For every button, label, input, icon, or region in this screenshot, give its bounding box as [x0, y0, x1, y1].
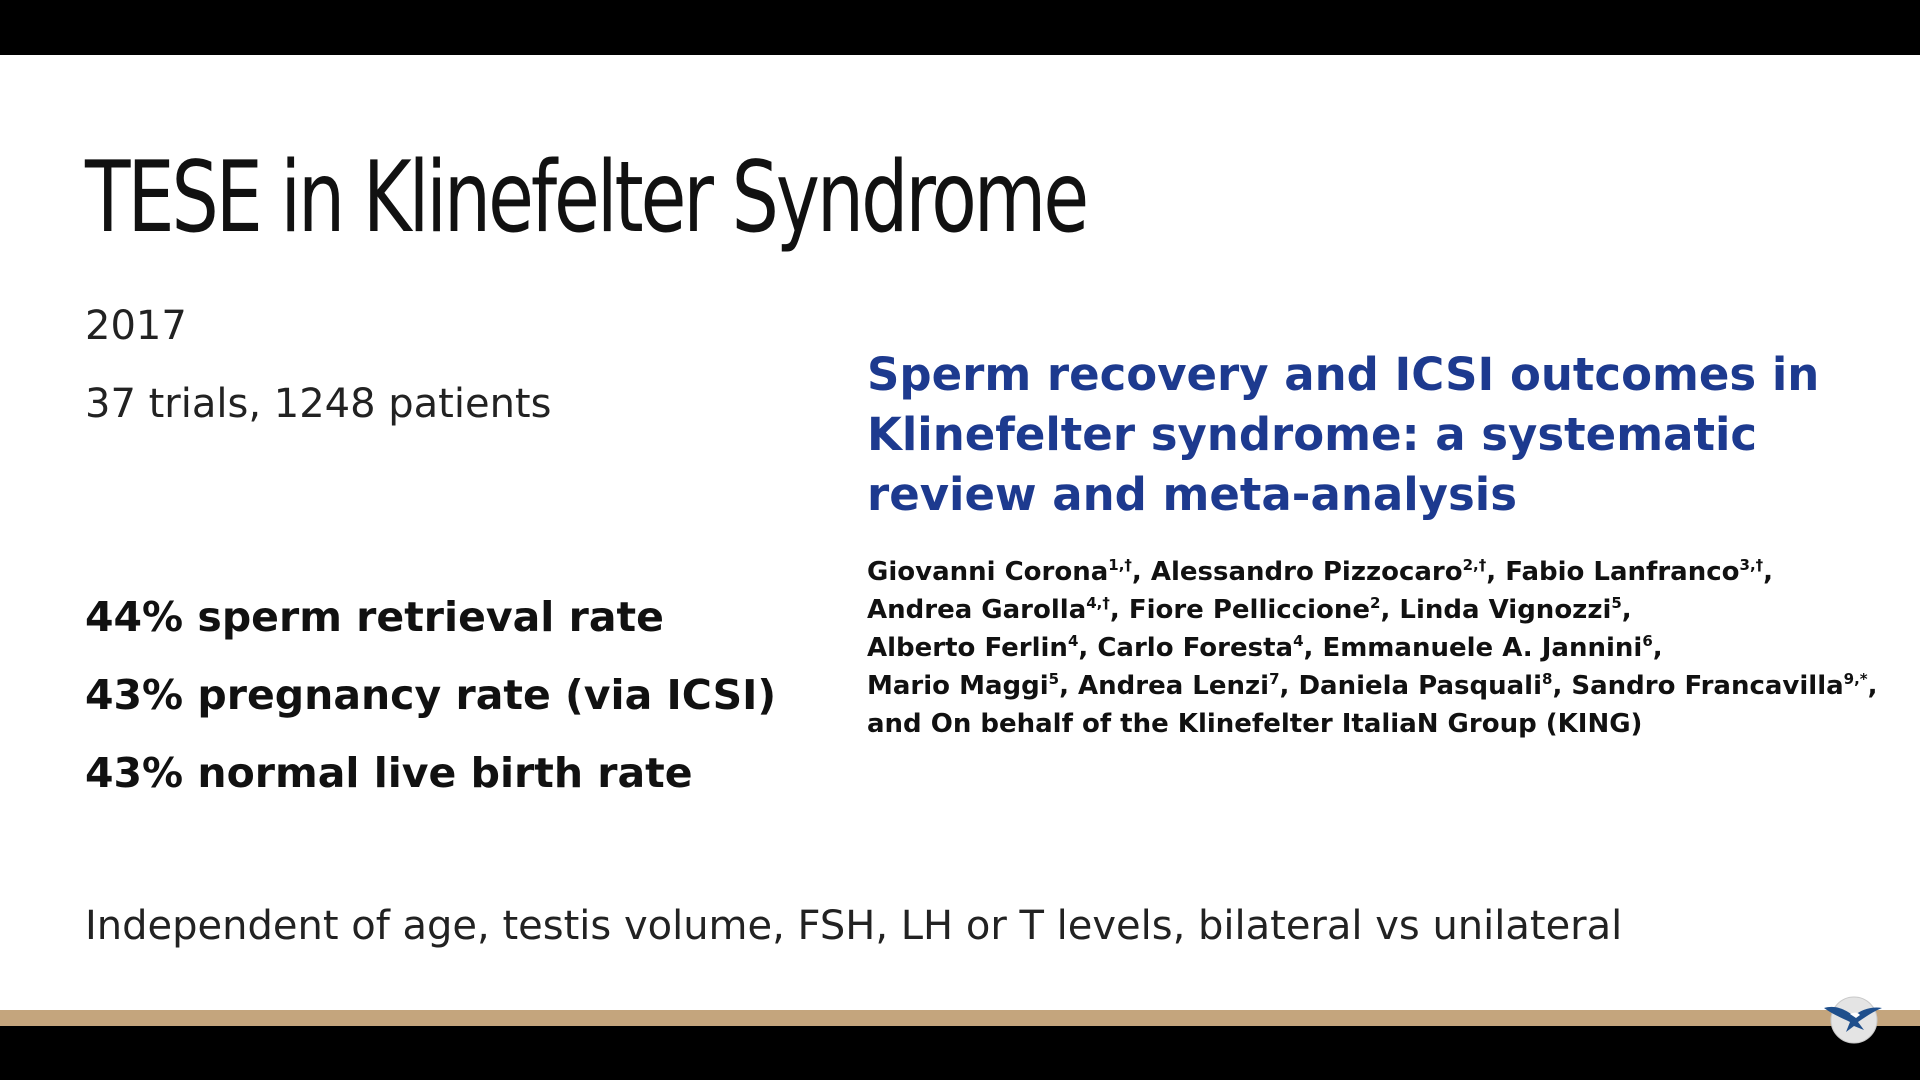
slide-title: TESE in Klinefelter Syndrome: [85, 141, 1087, 255]
author-separator: ,: [1552, 671, 1572, 701]
author-separator: ,: [1486, 557, 1506, 587]
author-name: Emmanuele A. Jannini: [1322, 633, 1643, 663]
author-affiliation: 2,†: [1462, 556, 1487, 574]
author-separator: ,: [1279, 671, 1299, 701]
paper-title-line: Klinefelter syndrome: a systematic: [867, 408, 1758, 461]
author-name: Linda Vignozzi: [1399, 595, 1612, 625]
author-name: Andrea Garolla: [867, 595, 1087, 625]
author-affiliation: 7: [1269, 670, 1280, 688]
author-affiliation: 4,†: [1086, 594, 1110, 612]
author-affiliation: 1,†: [1108, 556, 1132, 574]
paper-citation: [867, 345, 1897, 743]
author-name: Fabio Lanfranco: [1505, 557, 1740, 587]
paper-title-line: Sperm recovery and ICSI outcomes in: [867, 348, 1820, 401]
live-birth-stat: 43% normal live birth rate: [85, 749, 693, 797]
author-separator: ,: [1652, 633, 1663, 663]
author-affiliation: 8: [1542, 670, 1553, 688]
author-separator: ,: [1867, 671, 1878, 701]
author-separator: ,: [1109, 595, 1129, 625]
author-affiliation: 5: [1048, 670, 1060, 688]
author-name: Alessandro Pizzocaro: [1150, 557, 1463, 587]
author-list: [867, 553, 1897, 743]
author-name: Mario Maggi: [867, 671, 1049, 701]
paper-title-line: review and meta-analysis: [867, 468, 1517, 521]
author-affiliation: 9,*: [1843, 670, 1868, 688]
author-affiliation: 3,†: [1739, 556, 1764, 574]
author-name: Alberto Ferlin: [867, 633, 1068, 663]
sperm-retrieval-stat: 44% sperm retrieval rate: [85, 593, 664, 641]
author-separator: ,: [1078, 633, 1098, 663]
author-name: Sandro Francavilla: [1571, 671, 1844, 701]
author-separator: ,: [1763, 557, 1774, 587]
author-separator: ,: [1059, 671, 1078, 701]
study-year: 2017: [85, 303, 187, 349]
pregnancy-rate-stat: 43% pregnancy rate (via ICSI): [85, 671, 777, 719]
author-affiliation: 4: [1067, 632, 1079, 650]
trials-patients: 37 trials, 1248 patients: [85, 381, 552, 427]
author-affiliation: 5: [1611, 594, 1622, 612]
author-affiliation: 2: [1370, 594, 1381, 612]
slide: [0, 55, 1920, 1010]
independence-note: Independent of age, testis volume, FSH, LH or T levels, bilateral vs unilateral: [85, 903, 1623, 949]
author-affiliation: 6: [1642, 632, 1653, 650]
author-separator: ,: [1621, 595, 1632, 625]
bottom-accent-band: [0, 1010, 1920, 1026]
author-separator: ,: [1303, 633, 1323, 663]
author-name: Giovanni Corona: [867, 557, 1109, 587]
paper-title: [867, 345, 1897, 525]
author-separator: ,: [1380, 595, 1400, 625]
author-name: Daniela Pasquali: [1298, 671, 1542, 701]
eagle-logo-icon: [1820, 990, 1886, 1044]
author-separator: ,: [1131, 557, 1151, 587]
author-name: Andrea Lenzi: [1078, 671, 1270, 701]
author-name: Carlo Foresta: [1097, 633, 1294, 663]
author-name: Fiore Pelliccione: [1128, 595, 1371, 625]
author-group: and On behalf of the Klinefelter ItaliaN Group (KING): [867, 709, 1643, 739]
author-affiliation: 4: [1293, 632, 1304, 650]
